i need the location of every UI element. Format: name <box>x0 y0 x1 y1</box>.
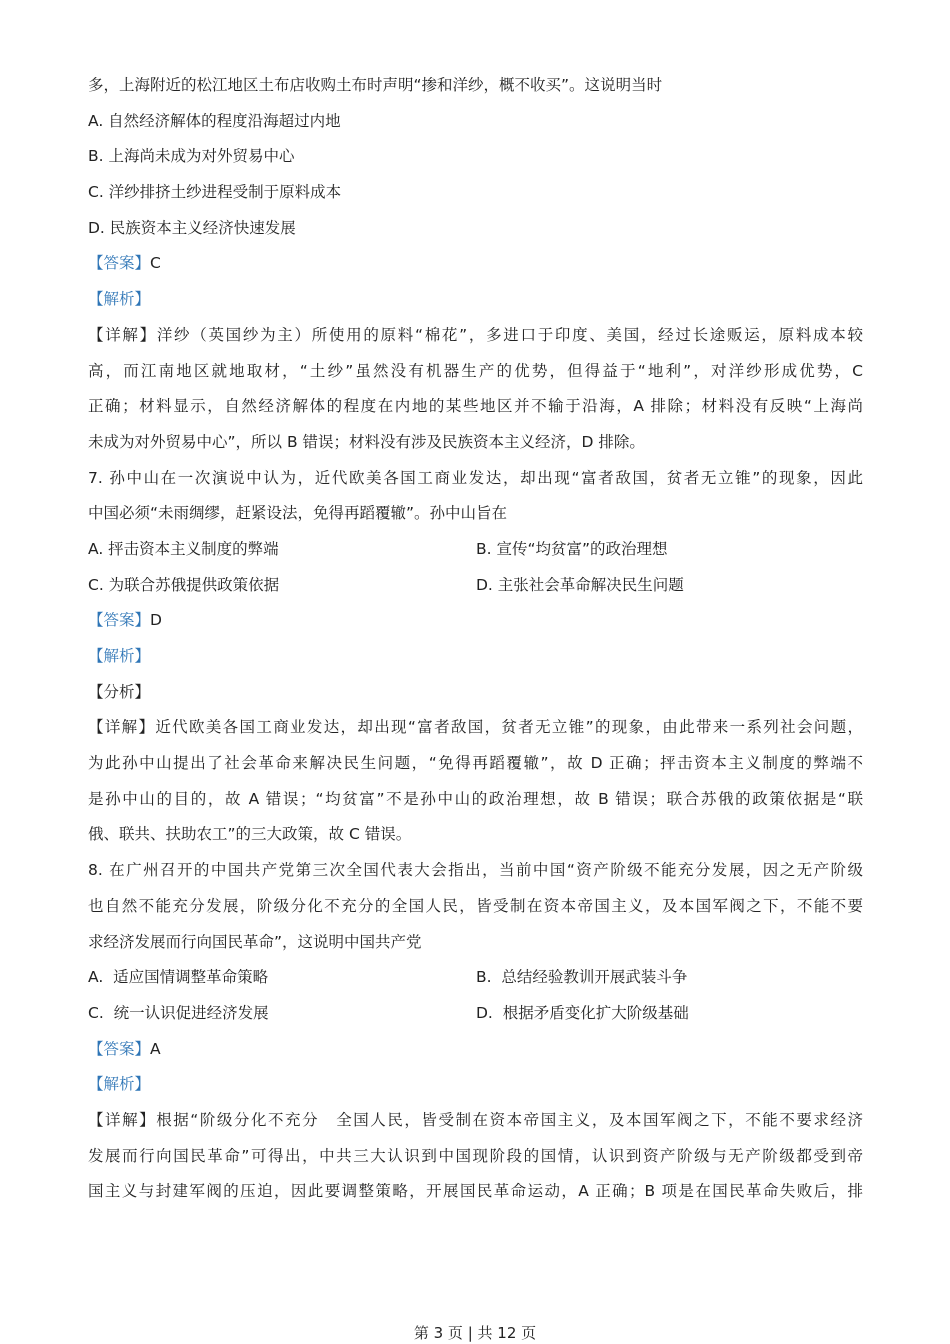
question-7-stem: 7. 孙中山在一次演说中认为，近代欧美各国工商业发达，却出现“富者敌国，贫者无立锥”的现象，因此 <box>88 468 863 487</box>
answer-value: D <box>150 611 162 630</box>
detail-text: 近代欧美各国工商业发达，却出现“富者敌国，贫者无立锥”的现象，由此带来一系列社会问题， <box>155 718 863 737</box>
q8-analysis-label: 【解析】 <box>88 1075 151 1094</box>
detail-text: 洋纱（英国纱为主）所使用的原料“棉花”，多进口于印度、美国，经过长途贩运，原料成本较 <box>156 325 863 344</box>
detail-label: 【详解】 <box>88 718 156 737</box>
q6-detail-line <box>88 318 863 354</box>
q7-option-d: D. 主张社会革命解决民生问题 <box>476 575 684 594</box>
q6-option-d: D. 民族资本主义经济快速发展 <box>88 218 296 237</box>
q7-detail-line: 为此孙中山提出了社会革命来解决民生问题，“免得再蹈覆辙”，故 D 正确；抨击资本主义制度的弊端不 <box>88 754 863 773</box>
q7-options-row <box>88 532 863 568</box>
q7-fenxi-label: 【分析】 <box>88 682 151 701</box>
q6-detail-line: 正确；材料显示，自然经济解体的程度在内地的某些地区并不输于沿海，A 排除；材料没有反映“上海尚 <box>88 397 863 416</box>
question-8-stem: 也自然不能充分发展，阶级分化不充分的全国人民，皆受制在资本帝国主义，及本国军阀之下，不能不要 <box>88 896 863 915</box>
question-8-stem: 8. 在广州召开的中国共产党第三次全国代表大会指出，当前中国“资产阶级不能充分发展，因之无产阶级 <box>88 861 863 880</box>
answer-label: 【答案】 <box>88 611 151 630</box>
q7-detail-line: 俄、联共、扶助农工”的三大政策，故 C 错误。 <box>88 825 412 844</box>
detail-label: 【详解】 <box>88 1110 157 1129</box>
q6-detail-line: 高，而江南地区就地取材，“土纱”虽然没有机器生产的优势，但得益于“地利”，对洋纱形成优势，C <box>88 361 863 380</box>
q6-answer <box>88 246 863 282</box>
q6-option-c: C. 洋纱排挤土纱进程受制于原料成本 <box>88 183 342 202</box>
q7-detail-line: 是孙中山的目的，故 A 错误；“均贫富”不是孙中山的政治理想，故 B 错误；联合苏俄的政策依据是“联 <box>88 789 863 808</box>
q7-option-c: C. 为联合苏俄提供政策依据 <box>88 575 280 594</box>
answer-value: C <box>150 254 161 273</box>
q8-option-a: A. 适应国情调整革命策略 <box>88 968 269 987</box>
q8-options-row <box>88 960 863 996</box>
detail-label: 【详解】 <box>88 325 157 344</box>
q6-detail-line: 未成为对外贸易中心”，所以 B 错误；材料没有涉及民族资本主义经济，D 排除。 <box>88 432 645 451</box>
q7-option-b: B. 宣传“均贫富”的政治理想 <box>476 539 668 558</box>
answer-label: 【答案】 <box>88 254 151 273</box>
q6-option-a: A. 自然经济解体的程度沿海超过内地 <box>88 111 341 130</box>
q8-detail-line <box>88 1103 863 1139</box>
q8-option-c: C. 统一认识促进经济发展 <box>88 1003 269 1022</box>
answer-label: 【答案】 <box>88 1039 151 1058</box>
detail-text: 根据“阶级分化不充分 全国人民，皆受制在资本帝国主义，及本国军阀之下，不能不要求经济 <box>156 1110 863 1129</box>
answer-value: A <box>150 1039 161 1058</box>
question-7-stem: 中国必须“未雨绸缪，赶紧设法，免得再蹈覆辙”。孙中山旨在 <box>88 504 508 523</box>
q8-option-b: B. 总结经验教训开展武装斗争 <box>476 968 688 987</box>
q8-answer <box>88 1032 863 1068</box>
page-footer: 第 3 页 | 共 12 页 <box>413 1324 537 1342</box>
q7-options-row <box>88 568 863 604</box>
q7-detail-line <box>88 710 863 746</box>
q8-options-row <box>88 996 863 1032</box>
q8-detail-line: 国主义与封建军阀的压迫，因此要调整策略，开展国民革命运动，A 正确；B 项是在国民革命失败后，排 <box>88 1182 863 1201</box>
q6-analysis-label: 【解析】 <box>88 290 151 309</box>
question-8-stem: 求经济发展而行向国民革命”，这说明中国共产党 <box>88 932 422 951</box>
q6-option-b: B. 上海尚未成为对外贸易中心 <box>88 147 295 166</box>
q7-option-a: A. 抨击资本主义制度的弊端 <box>88 539 279 558</box>
document-page <box>88 68 863 1210</box>
q7-answer <box>88 603 863 639</box>
q7-analysis-label: 【解析】 <box>88 647 151 665</box>
q8-option-d: D. 根据矛盾变化扩大阶级基础 <box>476 1003 689 1022</box>
q8-detail-line: 发展而行向国民革命”可得出，中共三大认识到中国现阶段的国情，认识到资产阶级与无产阶级都受到帝 <box>88 1146 863 1165</box>
question-6-stem: 多，上海附近的松江地区土布店收购土布时声明“掺和洋纱，概不收买”。这说明当时 <box>88 76 663 94</box>
